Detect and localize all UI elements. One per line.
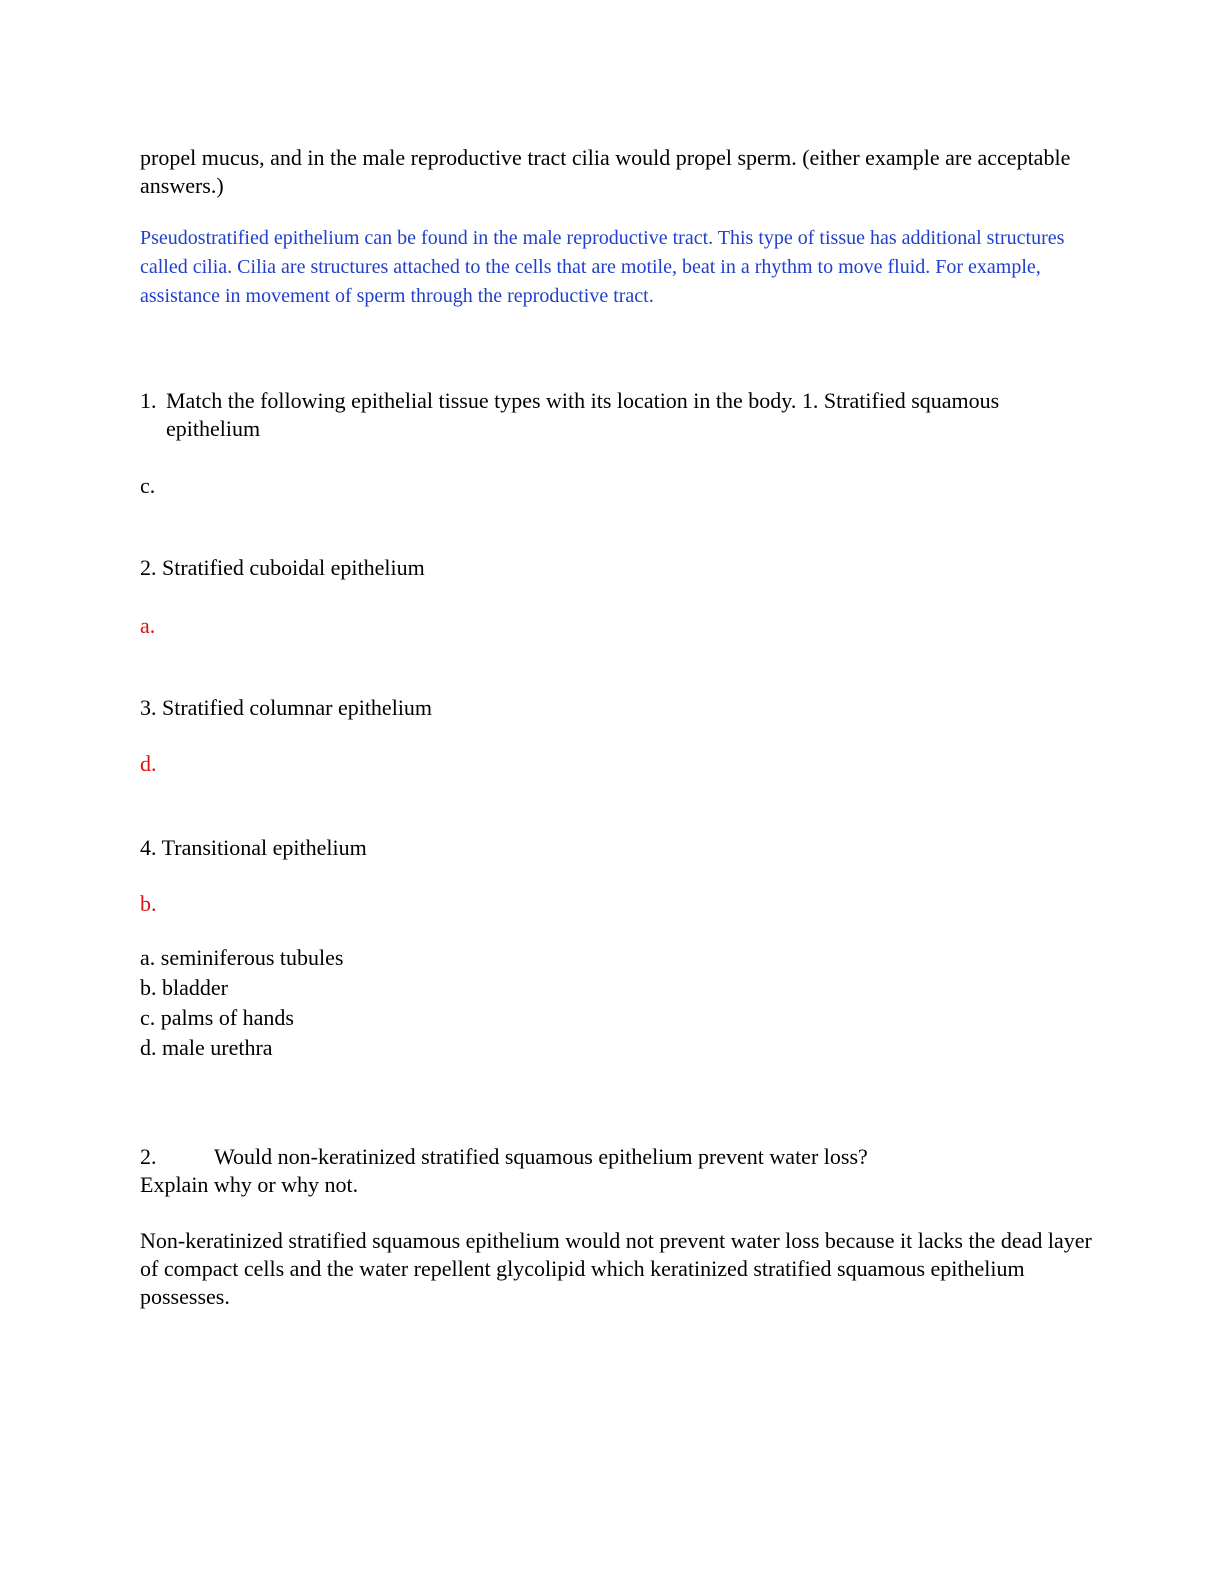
match-answer-4: b. [140,891,157,916]
question-2-text-continued: Explain why or why not. [140,1172,359,1197]
question-1-text-continued: epithelium [166,416,261,441]
option-item: d. male urethra [140,1035,273,1060]
intro-paragraph: propel mucus, and in the male reproductive tract cilia would propel sperm. (either example are acceptable answers.) [140,145,1071,198]
match-answer-3: d. [140,751,157,776]
explanation-note: Pseudostratified epithelium can be found in the male reproductive tract. This type of tissue has additional structures called cilia. Cilia are structures attached to the cells that are motile, beat in a rhythm to move fluid. For example, assistance in movement of sperm through the reproductive tract. [140,227,1065,307]
question-1-number: 1. [140,388,157,413]
option-item: b. bladder [140,975,228,1000]
match-item-4: 4. Transitional epithelium [140,835,367,860]
question-2-text: Would non-keratinized stratified squamous epithelium prevent water loss? [214,1144,868,1169]
question-2 [140,1143,1100,1199]
question-2-answer: Non-keratinized stratified squamous epithelium would not prevent water loss because it lacks the dead layer of compact cells and the water repellent glycolipid which keratinized stratified squamous epithelium possesses. [140,1228,1092,1309]
location-options-list [140,943,343,1063]
option-item: c. palms of hands [140,1005,294,1030]
question-2-number: 2. [140,1144,157,1169]
option-item: a. seminiferous tubules [140,945,344,970]
match-item-3: 3. Stratified columnar epithelium [140,695,433,720]
match-answer-1: c. [140,473,156,498]
question-1-text: Match the following epithelial tissue types with its location in the body. 1. Stratified squamous [166,388,1000,413]
match-answer-2: a. [140,613,156,638]
question-1 [140,387,1100,443]
match-item-2: 2. Stratified cuboidal epithelium [140,555,425,580]
